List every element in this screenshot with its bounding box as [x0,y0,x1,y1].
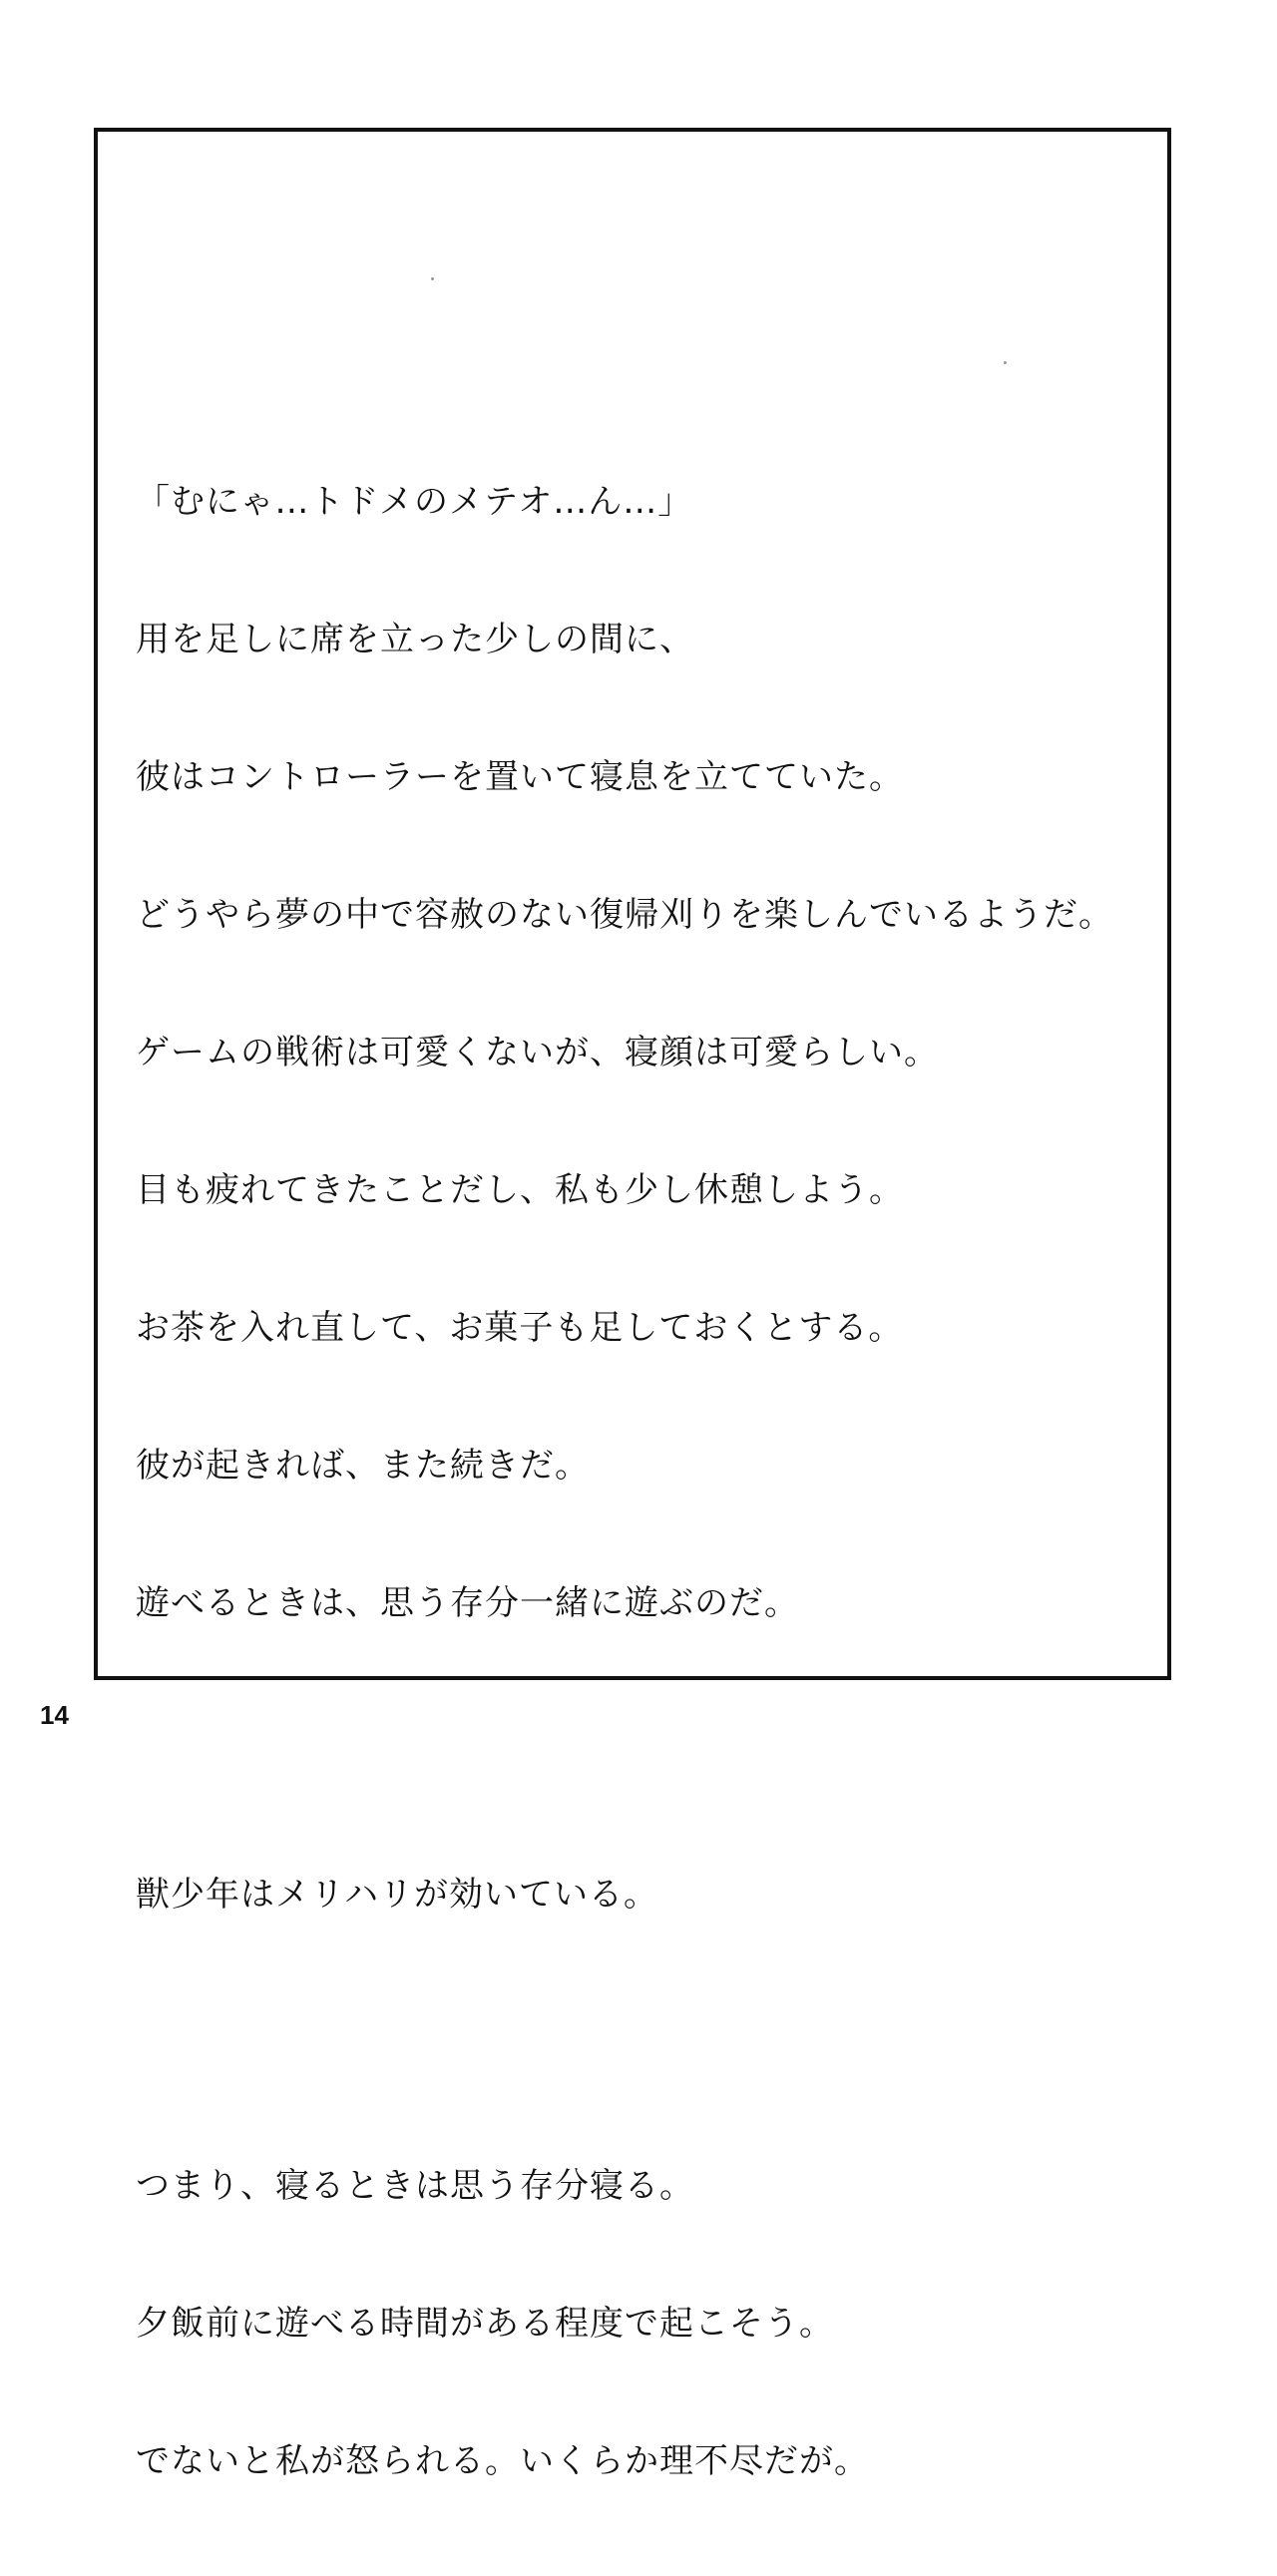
paragraph-gap [136,1718,1153,1780]
scan-speck [431,277,434,280]
text-line: 目も疲れてきたことだし、私も少し休憩しよう。 [136,1170,904,1210]
text-line: 遊べるときは、思う存分一緒に遊ぶのだ。 [136,1583,799,1623]
text-line: 夕飯前に遊べる時間がある程度で起こそう。 [136,2304,834,2344]
text-line: 彼が起きれば、また続きだ。 [136,1446,590,1486]
text-line: 彼はコントローラーを置いて寝息を立てていた。 [136,757,904,797]
text-line: 用を足しに席を立った少しの間に、 [136,620,694,659]
text-line: どうやら夢の中で容赦のない復帰刈りを楽しんでいるようだ。 [136,895,1113,935]
body-text [136,387,1153,2576]
text-line: ゲームの戦術は可愛くないが、寝顔は可愛らしい。 [136,1033,939,1073]
text-line: つまり、寝るときは思う存分寝る。 [136,2166,694,2206]
paragraph-gap [136,2009,1153,2071]
page-number: 14 [40,1700,69,1730]
scan-speck [1004,361,1007,364]
text-line: お茶を入れ直して、お菓子も足しておくとする。 [136,1308,904,1348]
text-line: でないと私が怒られる。いくらか理不尽だが。 [136,2441,869,2481]
text-line: 獣少年はメリハリが効いている。 [136,1875,658,1915]
text-line: 「むにゃ…トドメのメテオ…ん…」 [136,482,693,522]
